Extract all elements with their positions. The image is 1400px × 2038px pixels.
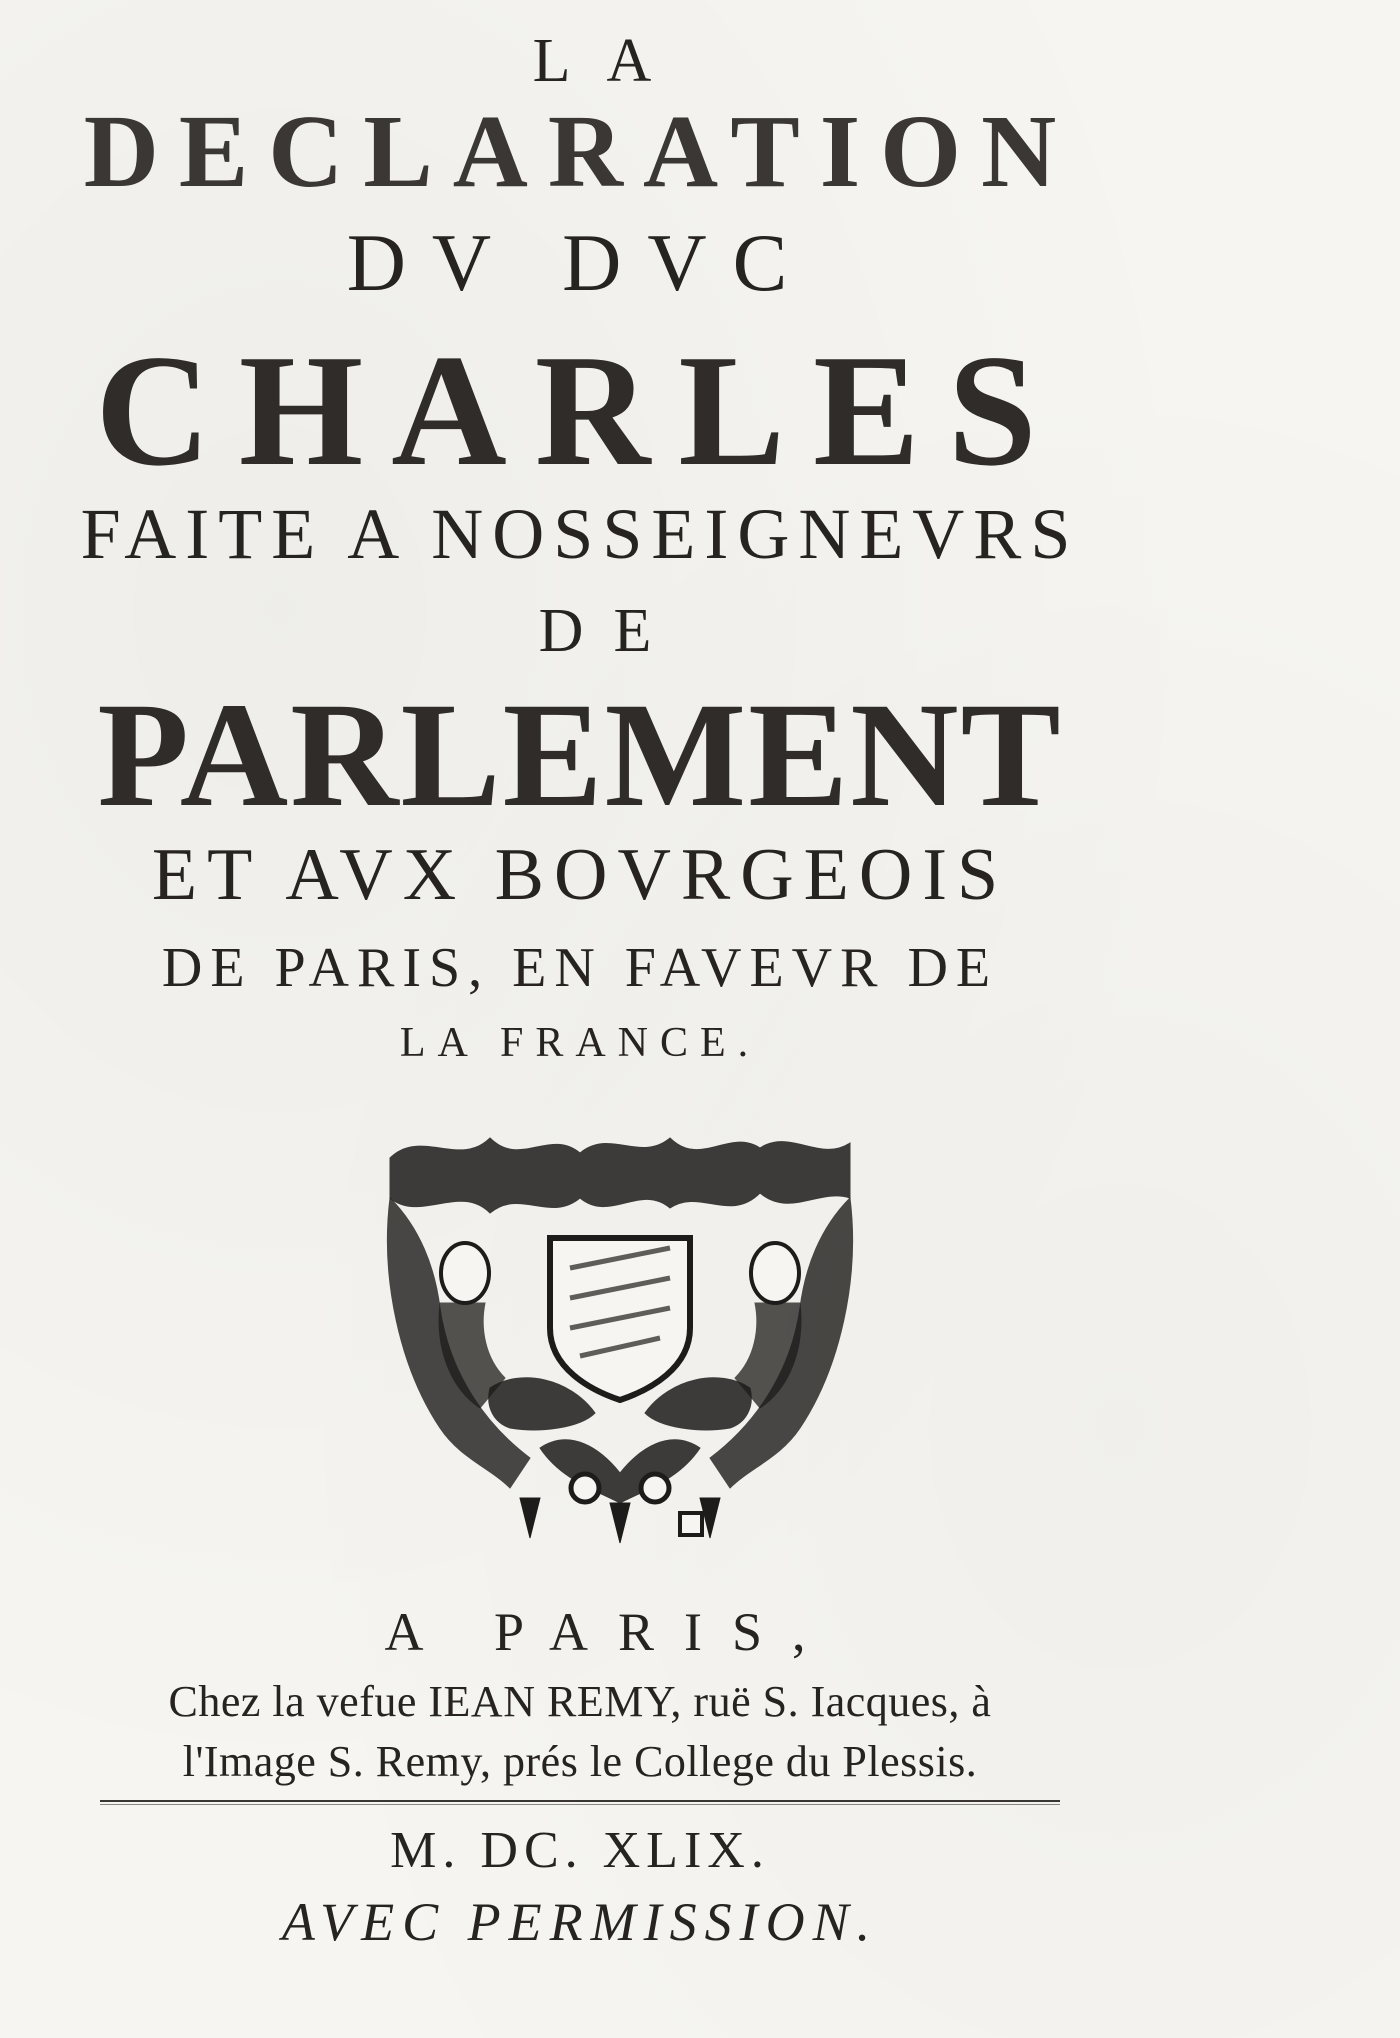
imprint-date: M. DC. XLIX. <box>390 1822 770 1879</box>
imprint-place: A PARIS, <box>384 1602 836 1662</box>
title-faite-a: FAITE A NOSSEIGNEVRS <box>80 494 1080 574</box>
imprint-rule-thin <box>100 1804 1060 1805</box>
title-charles: CHARLES <box>95 321 1065 499</box>
imprint-address: l'Image S. Remy, prés le College du Plessis. <box>182 1737 978 1786</box>
title-declaration: DECLARATION <box>83 94 1077 209</box>
printers-device-icon <box>380 1128 860 1548</box>
imprint-rule <box>100 1800 1060 1802</box>
title-article: LA <box>532 27 688 95</box>
title-parlement: PARLEMENT <box>97 672 1063 838</box>
imprint-permission: AVEC PERMISSION. <box>281 1892 879 1952</box>
title-de-paris: DE PARIS, EN FAVEVR DE <box>161 937 999 999</box>
title-du-duc: DV DVC <box>346 217 814 308</box>
title-de: DE <box>538 597 682 665</box>
title-la-france: LA FRANCE. <box>399 1020 761 1066</box>
imprint-printer: Chez la vefue IEAN REMY, ruë S. Iacques, à <box>168 1677 992 1726</box>
title-et-aux-bourgeois: ET AVX BOVRGEOIS <box>151 834 1009 916</box>
